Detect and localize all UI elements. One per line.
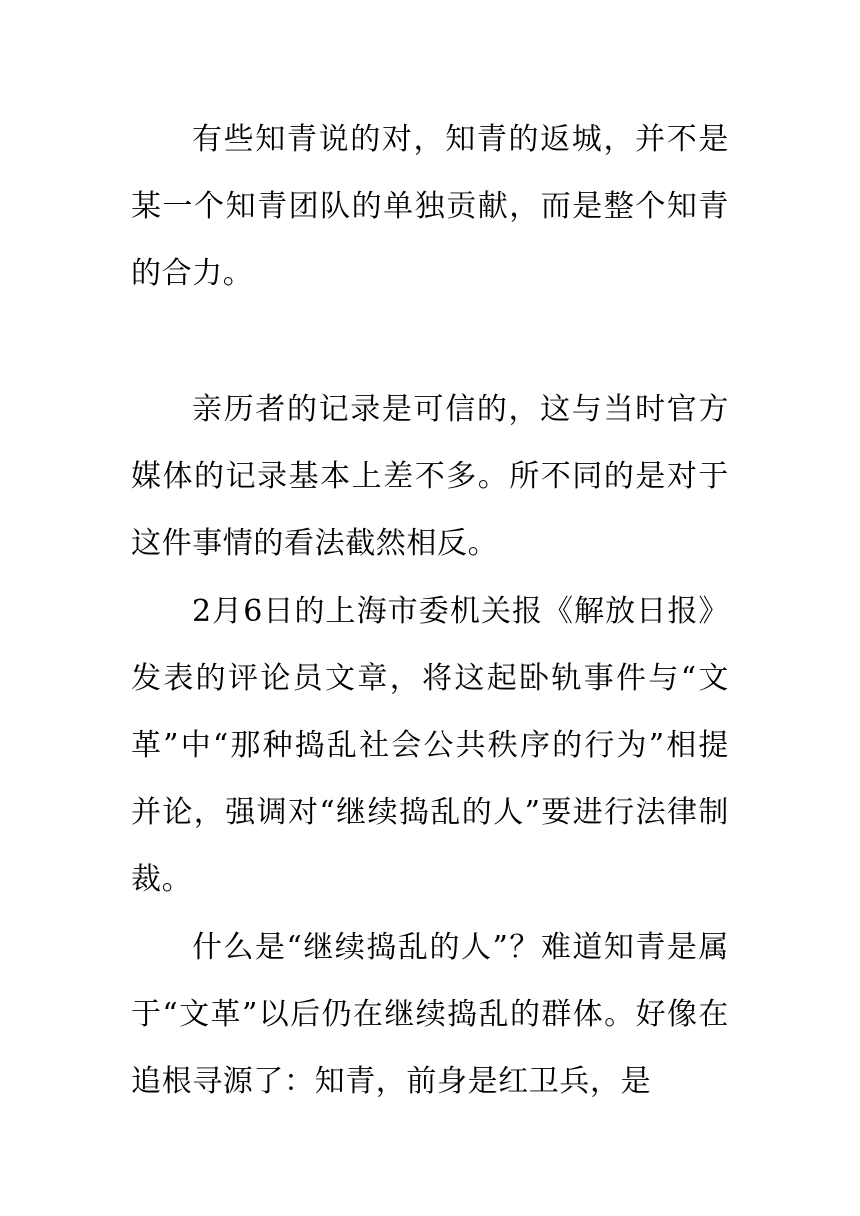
paragraph-1: 有些知青说的对，知青的返城，并不是某一个知青团队的单独贡献，而是整个知青的合力。 [131, 122, 729, 291]
paragraph-3: 2月6日的上海市委机关报《解放日报》发表的评论员文章，将这起卧轨事件与“文革”中“那种捣乱社会公共秩序的行为”相提并论，强调对“继续捣乱的人”要进行法律制裁。 [131, 594, 729, 897]
paragraph-2: 亲历者的记录是可信的，这与当时官方媒体的记录基本上差不多。所不同的是对于这件事情的看法截然相反。 [131, 392, 729, 561]
paragraph-4: 什么是“继续捣乱的人”？难道知青是属于“文革”以后仍在继续捣乱的群体。好像在追根寻源了：知青，前身是红卫兵，是 [131, 930, 729, 1099]
